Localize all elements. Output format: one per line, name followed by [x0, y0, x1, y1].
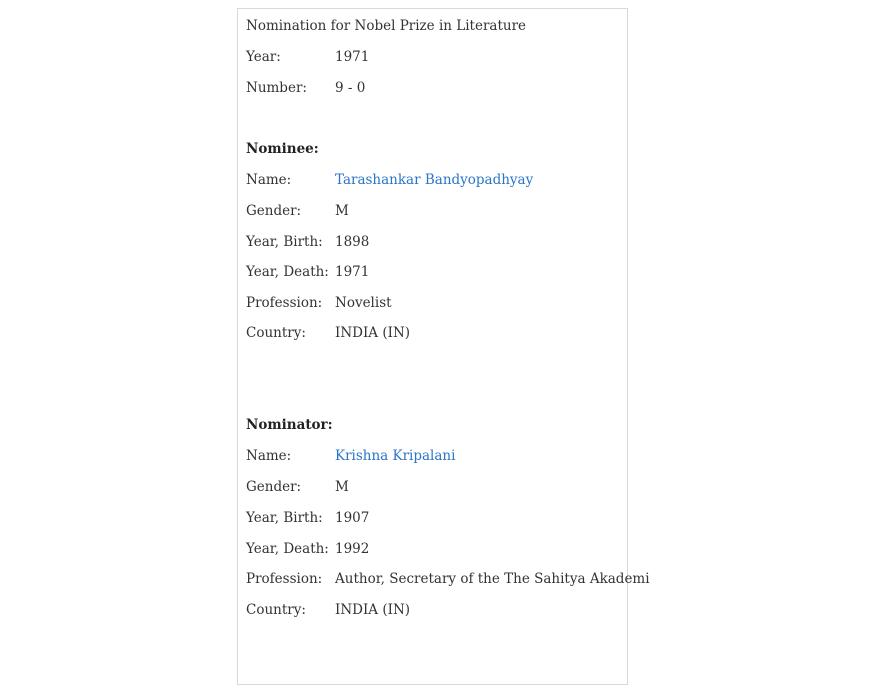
- nominee-heading: Nominee:: [246, 141, 319, 157]
- number-label: Number:: [246, 80, 307, 96]
- nominee-profession-label: Profession:: [246, 295, 323, 311]
- nominee-birth-row: [246, 233, 369, 251]
- nominee-name-label: Name:: [246, 172, 292, 188]
- nominator-name-label: Name:: [246, 448, 292, 464]
- number-row: [246, 79, 365, 97]
- nominator-death-label: Year, Death:: [246, 541, 329, 557]
- nominator-name-row: [246, 447, 455, 465]
- nominee-profession-row: [246, 294, 392, 312]
- number-value: 9 - 0: [335, 80, 366, 96]
- nominator-gender-value: M: [335, 479, 349, 495]
- nominator-country-label: Country:: [246, 602, 306, 618]
- nominator-birth-label: Year, Birth:: [246, 510, 323, 526]
- year-row: [246, 48, 369, 66]
- nominee-birth-value: 1898: [335, 234, 370, 250]
- nominee-name-link[interactable]: Tarashankar Bandyopadhyay: [335, 172, 534, 188]
- nominator-gender-row: [246, 478, 349, 496]
- nominator-birth-row: [246, 509, 369, 527]
- nominator-country-value: INDIA (IN): [335, 602, 411, 618]
- nominator-profession-row: [246, 570, 650, 588]
- nominator-heading: Nominator:: [246, 417, 333, 433]
- nominator-name-link[interactable]: Krishna Kripalani: [335, 448, 456, 464]
- nominee-country-label: Country:: [246, 325, 306, 341]
- nominator-profession-label: Profession:: [246, 571, 323, 587]
- nominee-death-label: Year, Death:: [246, 264, 329, 280]
- nominator-profession-value: Author, Secretary of the The Sahitya Akademi: [335, 571, 650, 587]
- year-label: Year:: [246, 49, 281, 65]
- nominator-birth-value: 1907: [335, 510, 370, 526]
- nominee-gender-value: M: [335, 203, 349, 219]
- nominee-country-row: [246, 324, 410, 342]
- nominee-profession-value: Novelist: [335, 295, 392, 311]
- nominee-name-row: [246, 171, 533, 189]
- nominator-death-value: 1992: [335, 541, 370, 557]
- nominee-country-value: INDIA (IN): [335, 325, 411, 341]
- nominee-death-value: 1971: [335, 264, 370, 280]
- nominee-gender-row: [246, 202, 349, 220]
- year-value: 1971: [335, 49, 370, 65]
- nominator-gender-label: Gender:: [246, 479, 302, 495]
- nominee-death-row: [246, 263, 369, 281]
- nominee-gender-label: Gender:: [246, 203, 302, 219]
- nominee-birth-label: Year, Birth:: [246, 234, 323, 250]
- nominator-death-row: [246, 540, 369, 558]
- nominator-country-row: [246, 601, 410, 619]
- nomination-card: [237, 8, 650, 685]
- nomination-title: Nomination for Nobel Prize in Literature: [246, 18, 527, 34]
